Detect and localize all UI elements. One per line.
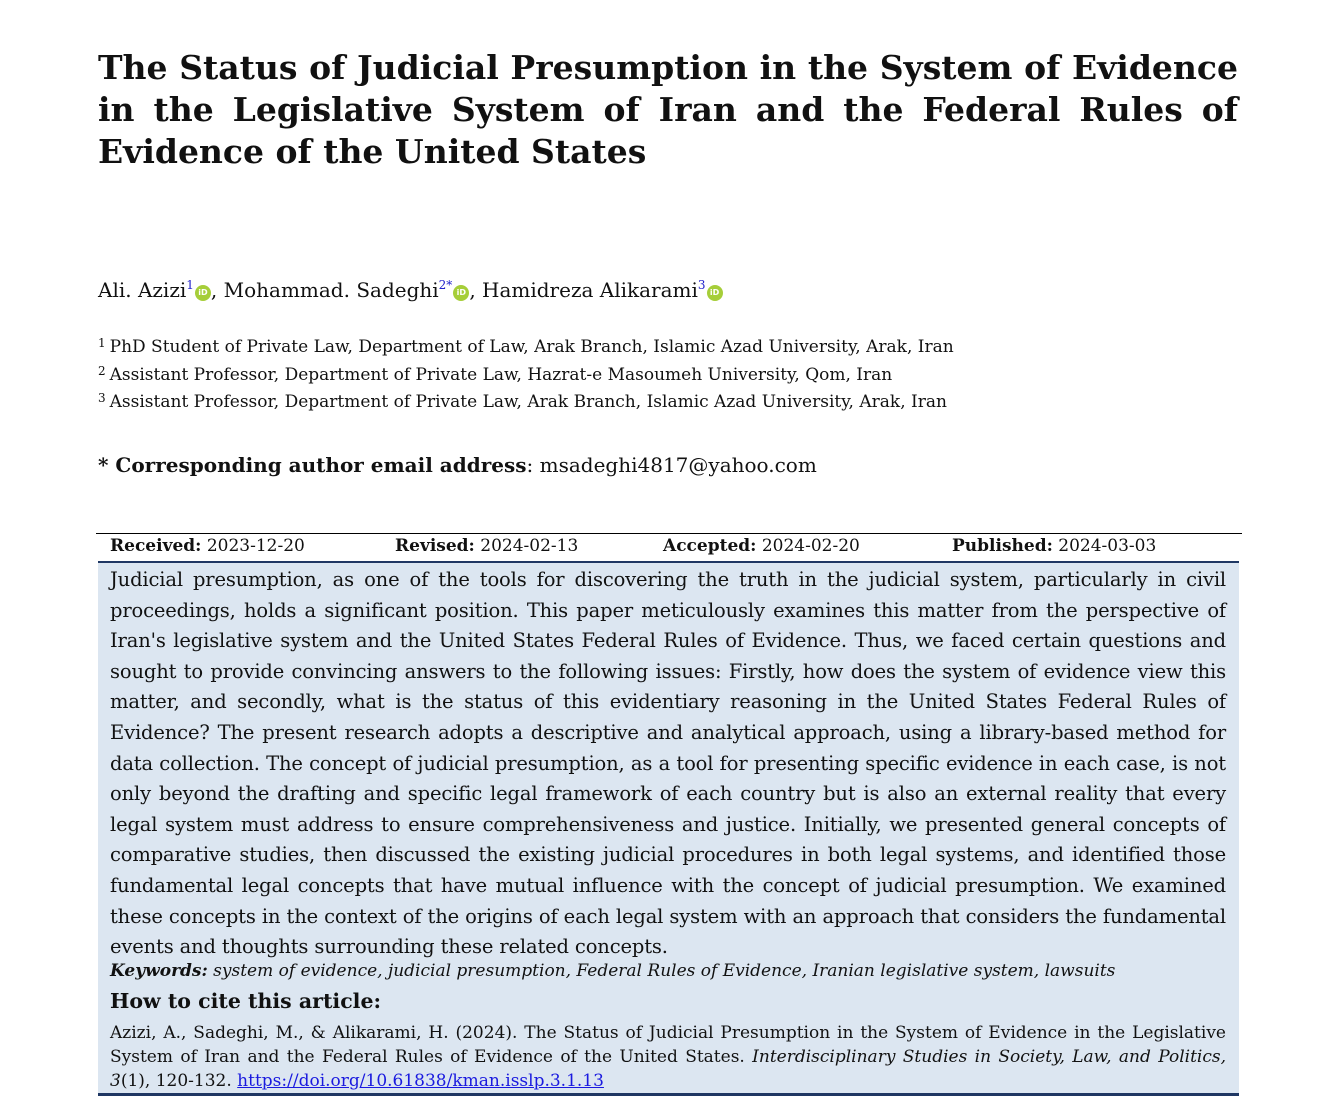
- corresponding-author: [98, 453, 817, 477]
- author-name: Hamidreza Alikarami: [482, 278, 698, 302]
- keywords-label: Keywords:: [110, 961, 208, 981]
- author-separator: ,: [210, 278, 224, 302]
- date-received: [110, 536, 305, 556]
- affiliation-item: [98, 360, 954, 388]
- author-separator: ,: [469, 278, 483, 302]
- citation-issue: (1), 120-132.: [120, 1071, 232, 1091]
- orcid-icon[interactable]: iD: [195, 285, 211, 301]
- doi-link[interactable]: https://doi.org/10.61838/kman.isslp.3.1.13: [237, 1071, 604, 1091]
- citation: [110, 1021, 1226, 1093]
- date-label: Revised:: [395, 536, 475, 556]
- affiliation-number: 2: [98, 363, 106, 378]
- author-name: Ali. Azizi: [98, 278, 187, 302]
- affiliation-item: [98, 332, 954, 360]
- abstract-panel: [98, 561, 1239, 1096]
- corresponding-email[interactable]: msadeghi4817@yahoo.com: [539, 453, 817, 477]
- affiliation-number: 3: [98, 391, 106, 405]
- affiliation-text: Assistant Professor, Department of Private Law, Hazrat-e Masoumeh University, Qom, Iran: [109, 364, 893, 385]
- affiliation-text: Assistant Professor, Department of Private Law, Arak Branch, Islamic Azad University, Arak, Iran: [109, 392, 947, 412]
- citation-journal: Interdisciplinary Studies in Society, Law, and Politics, 3: [110, 1047, 1226, 1091]
- abstract-text: Judicial presumption, as one of the tools for discovering the truth in the judicial system, particularly in civil proceedings, holds a significant position. This paper meticulously examines this matter from the perspective of Iran's legislative system and the United States Federal Rules of Evidence. Thus, we faced certain questions and sought to provide convincing answers to the following issues: Firstly, how does the system of evidence view this matter, and secondly, what is the status of this evidentiary reasoning in the United States Federal Rules of Evidence? The present research adopts a descriptive and analytical approach, using a library-based method for data collection. The concept of judicial presumption, as a tool for presenting specific evidence in each case, is not only beyond the drafting and specific legal framework of each country but is also an external reality that every legal system must address to ensure comprehensiveness and justice. Initially, we presented general concepts of comparative studies, then discussed the existing judicial procedures in both legal systems, and identified those fundamental legal concepts that have mutual influence with the concept of judicial presumption. We examined these concepts in the context of the origins of each legal system with an approach that considers the fundamental events and thoughts surrounding these related concepts.: [110, 568, 1226, 959]
- author-affil-marker: 2*: [438, 278, 453, 292]
- affiliation-text: PhD Student of Private Law, Department of Law, Arak Branch, Islamic Azad University, Arak, Iran: [109, 337, 954, 357]
- author-affil-marker: 1: [186, 278, 194, 292]
- author-list: [98, 278, 723, 302]
- author-name: Mohammad. Sadeghi: [223, 278, 439, 302]
- date-value: 2023-12-20: [206, 536, 305, 556]
- corresponding-label: * Corresponding author email address: [98, 453, 527, 477]
- date-value: 2024-03-03: [1058, 536, 1157, 556]
- author-affil-marker: 3: [697, 278, 706, 292]
- date-value: 2024-02-13: [480, 536, 579, 556]
- citation-text: Azizi, A., Sadeghi, M., & Alikarami, H. (2024). The Status of Judicial Presumption in the System of Evidence in the Legislative System of Iran and the Federal Rules of Evidence of the United States.: [110, 1023, 1226, 1067]
- date-published: [952, 536, 1156, 556]
- date-revised: [395, 536, 578, 556]
- article-dates: [110, 536, 1230, 560]
- date-label: Published:: [952, 536, 1053, 556]
- corresponding-separator: :: [526, 453, 540, 477]
- keywords-text: system of evidence, judicial presumption, Federal Rules of Evidence, Iranian legislative system, lawsuits: [213, 961, 1116, 981]
- orcid-icon[interactable]: iD: [453, 285, 469, 301]
- date-value: 2024-02-20: [761, 536, 860, 556]
- orcid-icon[interactable]: iD: [707, 285, 723, 301]
- affiliation-item: [98, 387, 954, 415]
- header-rule: [96, 533, 1242, 534]
- date-label: Received:: [110, 536, 202, 556]
- paper-title: The Status of Judicial Presumption in the System of Evidence in the Legislative System of Iran and the Federal Rules of Evidence of the United States: [98, 48, 1238, 171]
- citation-heading: How to cite this article:: [110, 989, 382, 1013]
- date-accepted: [663, 536, 860, 556]
- date-label: Accepted:: [663, 536, 757, 556]
- affiliation-list: [98, 332, 954, 415]
- affiliation-number: 1: [98, 336, 106, 350]
- keywords: [110, 961, 1115, 981]
